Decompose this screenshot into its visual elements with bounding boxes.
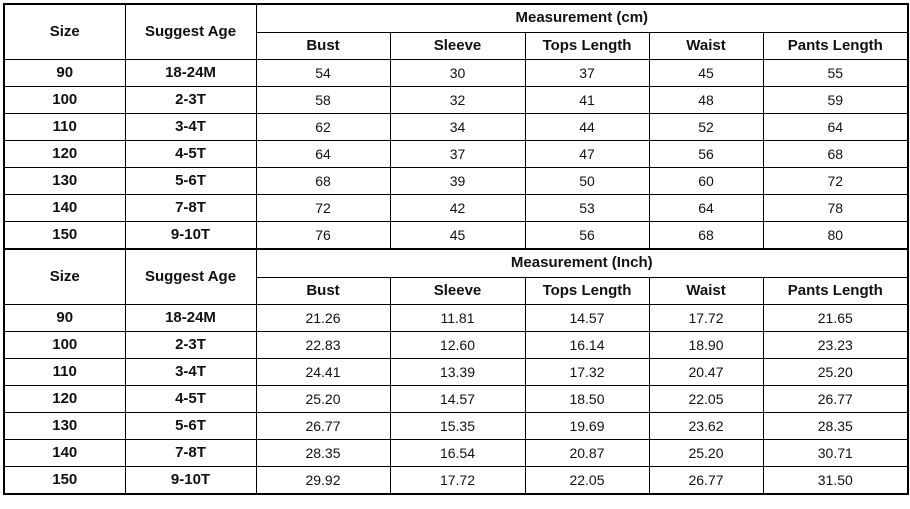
table-row: [4, 386, 908, 413]
column-header-tops-length: Tops Length: [525, 32, 649, 60]
column-header-waist: Waist: [649, 277, 763, 305]
measurement-cell: 78: [763, 195, 908, 222]
measurement-cell: 30.71: [763, 440, 908, 467]
column-header-sleeve: Sleeve: [390, 277, 525, 305]
size-cell: 110: [4, 359, 125, 386]
size-cell: 140: [4, 440, 125, 467]
measurement-cell: 45: [649, 60, 763, 87]
table-row: [4, 222, 908, 250]
measurement-cell: 72: [763, 168, 908, 195]
measurement-cell: 56: [649, 141, 763, 168]
column-header-pants-length: Pants Length: [763, 277, 908, 305]
size-cell: 90: [4, 305, 125, 332]
size-cell: 140: [4, 195, 125, 222]
age-cell: 3-4T: [125, 359, 256, 386]
measurement-cell: 32: [390, 87, 525, 114]
measurement-cell: 64: [649, 195, 763, 222]
measurement-cell: 25.20: [256, 386, 390, 413]
measurement-cell: 68: [256, 168, 390, 195]
measurement-cell: 45: [390, 222, 525, 250]
measurement-cell: 47: [525, 141, 649, 168]
age-cell: 9-10T: [125, 222, 256, 250]
age-cell: 7-8T: [125, 195, 256, 222]
table-row: [4, 168, 908, 195]
column-header-waist: Waist: [649, 32, 763, 60]
age-cell: 9-10T: [125, 467, 256, 495]
table-row: [4, 87, 908, 114]
table-row: [4, 359, 908, 386]
measurement-cell: 23.62: [649, 413, 763, 440]
measurement-cell: 15.35: [390, 413, 525, 440]
measurement-cell: 17.72: [390, 467, 525, 495]
size-chart-table: [3, 3, 909, 495]
measurement-cell: 59: [763, 87, 908, 114]
age-cell: 5-6T: [125, 168, 256, 195]
age-cell: 18-24M: [125, 305, 256, 332]
column-header-bust: Bust: [256, 277, 390, 305]
measurement-cell: 20.47: [649, 359, 763, 386]
measurement-cell: 48: [649, 87, 763, 114]
measurement-cell: 11.81: [390, 305, 525, 332]
measurement-cell: 14.57: [525, 305, 649, 332]
table-row: [4, 195, 908, 222]
age-cell: 2-3T: [125, 332, 256, 359]
header-row: [4, 249, 908, 277]
table-row: [4, 60, 908, 87]
measurement-cell: 60: [649, 168, 763, 195]
measurement-cell: 53: [525, 195, 649, 222]
measurement-cell: 21.65: [763, 305, 908, 332]
size-cell: 130: [4, 413, 125, 440]
table-row: [4, 332, 908, 359]
measurement-cell: 22.83: [256, 332, 390, 359]
measurement-cell: 50: [525, 168, 649, 195]
size-cell: 90: [4, 60, 125, 87]
measurement-cell: 39: [390, 168, 525, 195]
column-header-size: Size: [4, 249, 125, 305]
size-cell: 150: [4, 222, 125, 250]
measurement-cell: 14.57: [390, 386, 525, 413]
measurement-cell: 44: [525, 114, 649, 141]
table-row: [4, 141, 908, 168]
measurement-cell: 18.90: [649, 332, 763, 359]
measurement-cell: 56: [525, 222, 649, 250]
measurement-title: Measurement (Inch): [256, 249, 908, 277]
measurement-cell: 25.20: [649, 440, 763, 467]
measurement-cell: 23.23: [763, 332, 908, 359]
size-cell: 120: [4, 141, 125, 168]
age-cell: 3-4T: [125, 114, 256, 141]
measurement-cell: 54: [256, 60, 390, 87]
column-header-size: Size: [4, 4, 125, 60]
measurement-cell: 21.26: [256, 305, 390, 332]
age-cell: 4-5T: [125, 141, 256, 168]
measurement-cell: 72: [256, 195, 390, 222]
column-header-suggest-age: Suggest Age: [125, 249, 256, 305]
age-cell: 18-24M: [125, 60, 256, 87]
measurement-cell: 26.77: [763, 386, 908, 413]
measurement-cell: 68: [649, 222, 763, 250]
measurement-cell: 68: [763, 141, 908, 168]
size-cell: 100: [4, 332, 125, 359]
size-cell: 130: [4, 168, 125, 195]
measurement-cell: 41: [525, 87, 649, 114]
measurement-cell: 58: [256, 87, 390, 114]
table-row: [4, 413, 908, 440]
measurement-cell: 76: [256, 222, 390, 250]
size-cell: 110: [4, 114, 125, 141]
age-cell: 7-8T: [125, 440, 256, 467]
measurement-cell: 13.39: [390, 359, 525, 386]
measurement-cell: 30: [390, 60, 525, 87]
measurement-cell: 64: [256, 141, 390, 168]
measurement-cell: 17.72: [649, 305, 763, 332]
column-header-suggest-age: Suggest Age: [125, 4, 256, 60]
measurement-cell: 26.77: [256, 413, 390, 440]
size-cell: 150: [4, 467, 125, 495]
measurement-cell: 64: [763, 114, 908, 141]
measurement-cell: 55: [763, 60, 908, 87]
measurement-cell: 19.69: [525, 413, 649, 440]
measurement-cell: 34: [390, 114, 525, 141]
measurement-cell: 20.87: [525, 440, 649, 467]
measurement-cell: 28.35: [763, 413, 908, 440]
column-header-tops-length: Tops Length: [525, 277, 649, 305]
measurement-cell: 80: [763, 222, 908, 250]
size-cell: 100: [4, 87, 125, 114]
measurement-cell: 52: [649, 114, 763, 141]
measurement-cell: 24.41: [256, 359, 390, 386]
measurement-cell: 18.50: [525, 386, 649, 413]
measurement-cell: 62: [256, 114, 390, 141]
measurement-cell: 28.35: [256, 440, 390, 467]
age-cell: 5-6T: [125, 413, 256, 440]
column-header-pants-length: Pants Length: [763, 32, 908, 60]
column-header-bust: Bust: [256, 32, 390, 60]
size-cell: 120: [4, 386, 125, 413]
measurement-cell: 12.60: [390, 332, 525, 359]
measurement-cell: 17.32: [525, 359, 649, 386]
measurement-cell: 25.20: [763, 359, 908, 386]
measurement-cell: 16.14: [525, 332, 649, 359]
header-row: [4, 4, 908, 32]
table-row: [4, 305, 908, 332]
age-cell: 2-3T: [125, 87, 256, 114]
measurement-cell: 29.92: [256, 467, 390, 495]
measurement-cell: 31.50: [763, 467, 908, 495]
measurement-cell: 37: [390, 141, 525, 168]
measurement-cell: 42: [390, 195, 525, 222]
measurement-cell: 22.05: [649, 386, 763, 413]
measurement-cell: 26.77: [649, 467, 763, 495]
column-header-sleeve: Sleeve: [390, 32, 525, 60]
measurement-cell: 37: [525, 60, 649, 87]
table-row: [4, 467, 908, 495]
table-row: [4, 440, 908, 467]
measurement-title: Measurement (cm): [256, 4, 908, 32]
measurement-cell: 22.05: [525, 467, 649, 495]
age-cell: 4-5T: [125, 386, 256, 413]
measurement-cell: 16.54: [390, 440, 525, 467]
table-row: [4, 114, 908, 141]
